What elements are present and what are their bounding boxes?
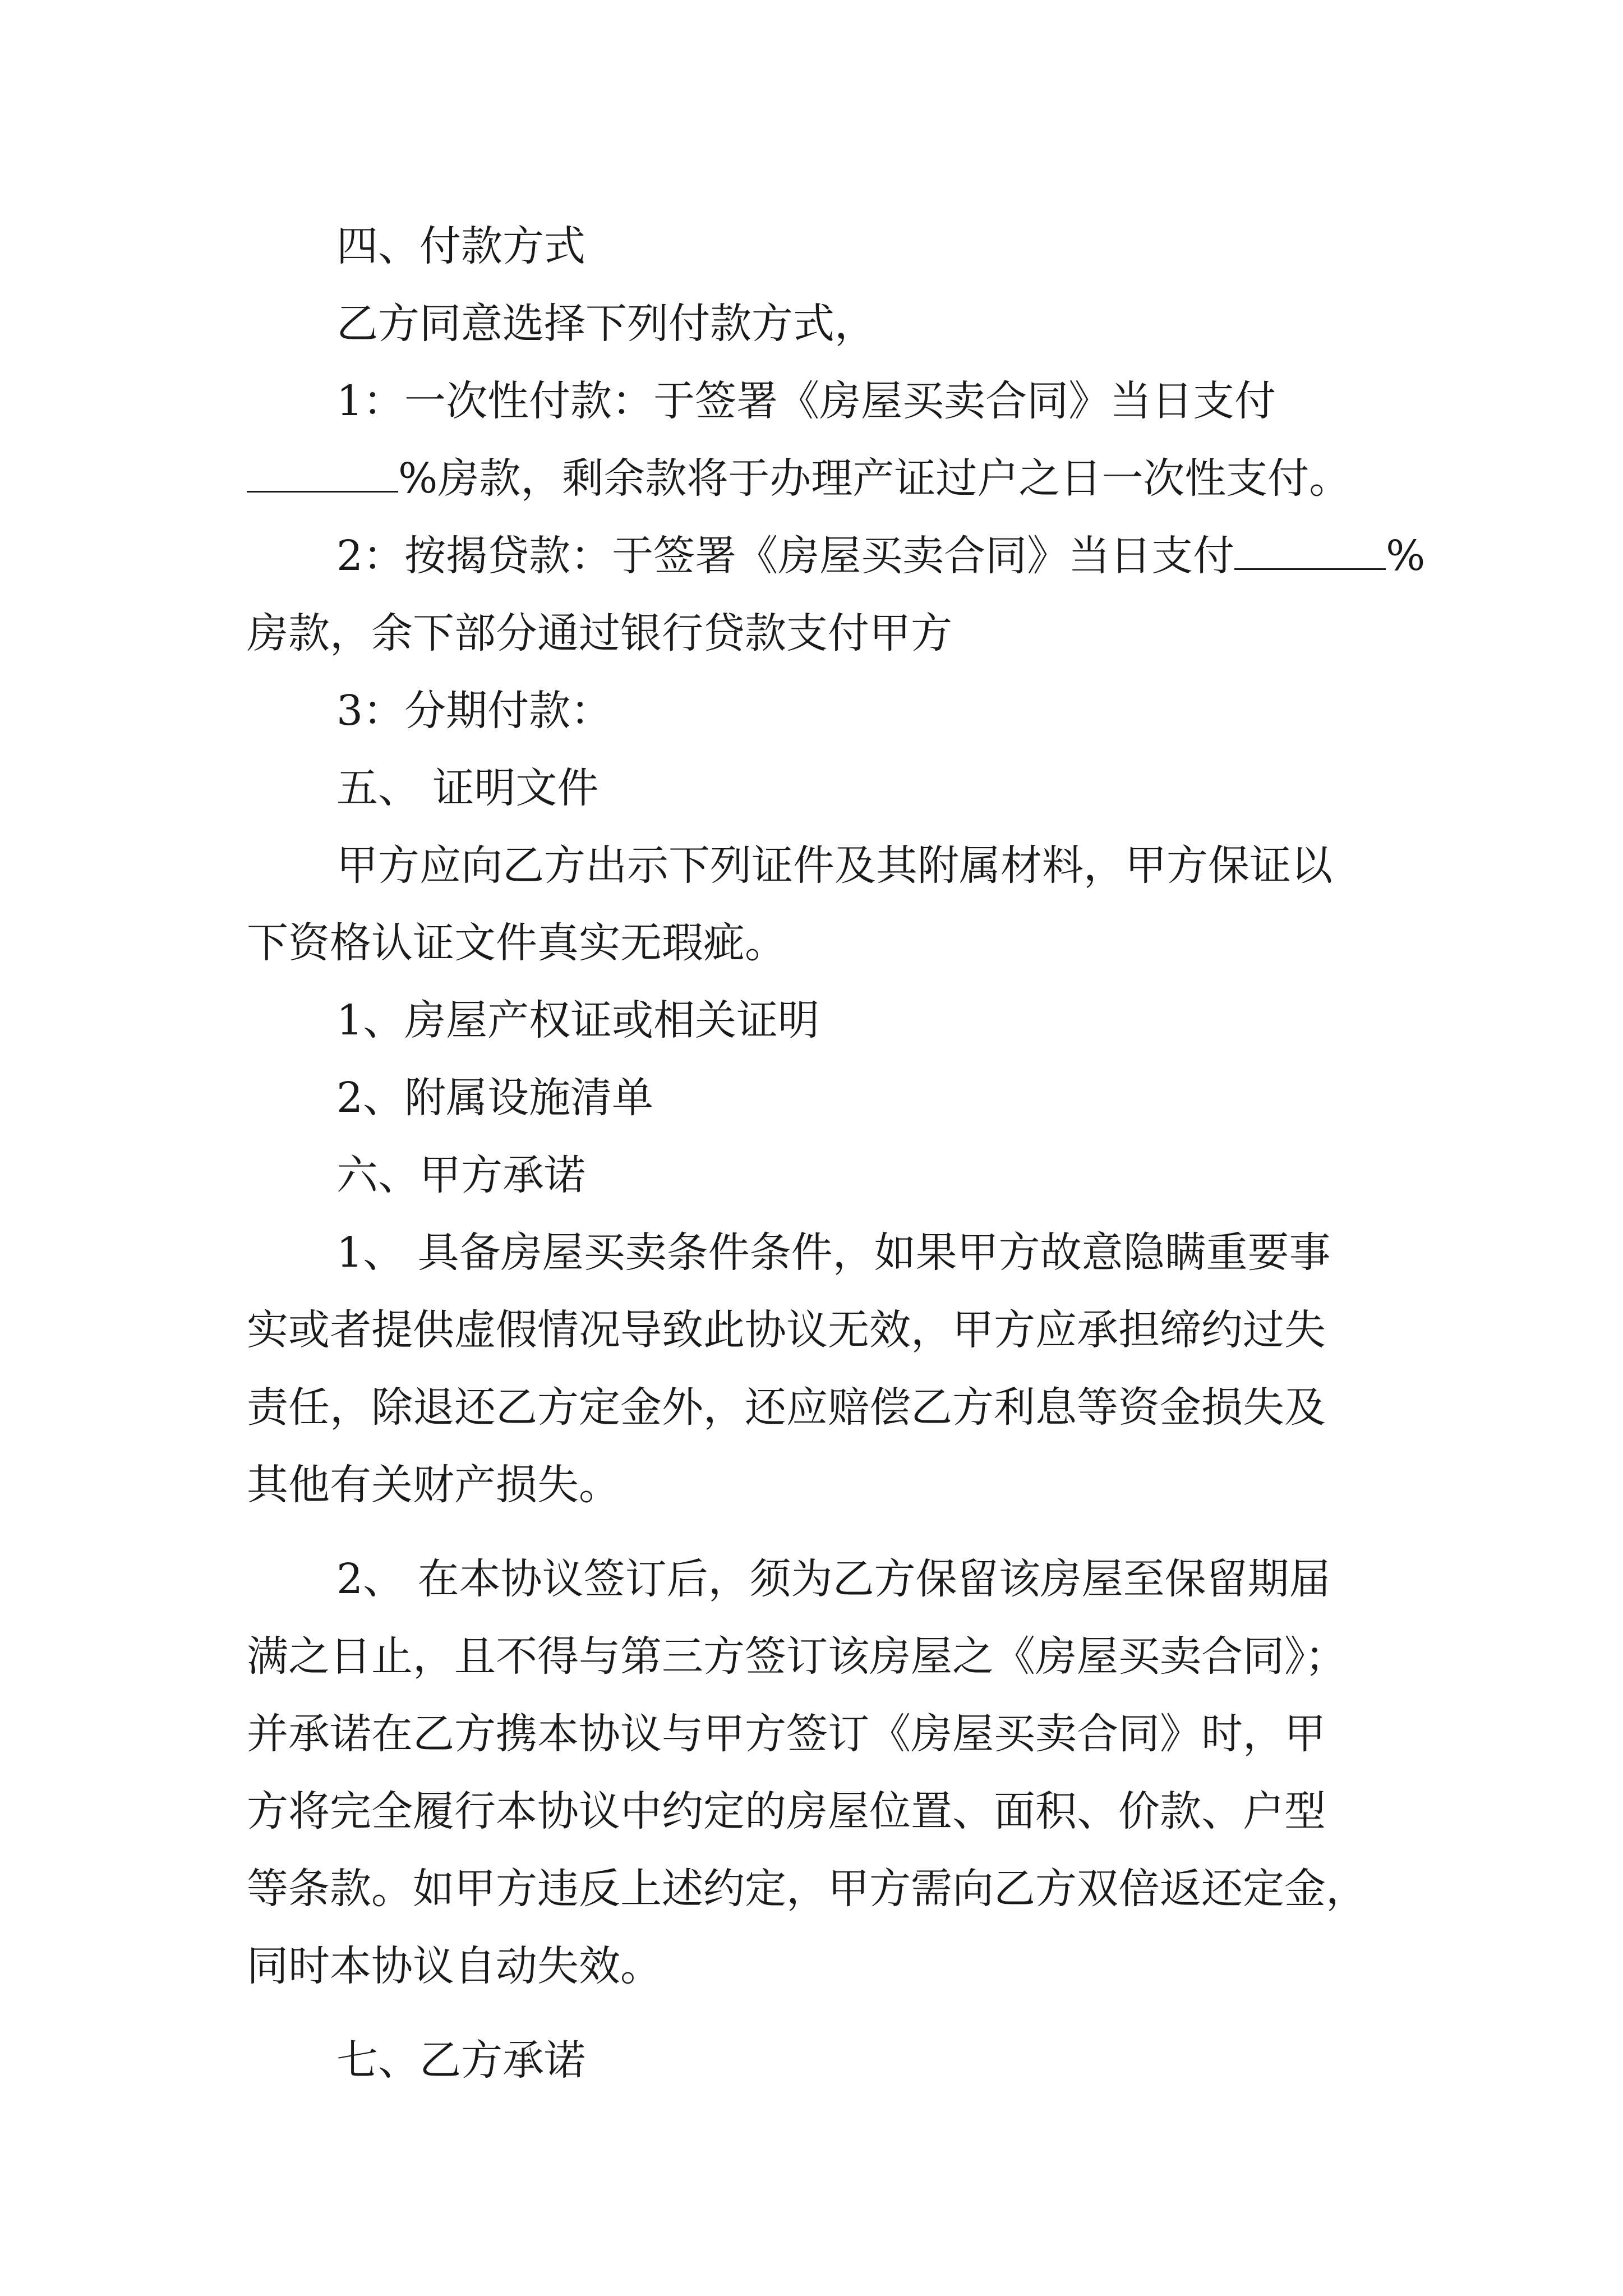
paragraph-gap [247,1524,1391,1540]
party-a-clause-1-line-3: 责任，除退还乙方定金外，还应赔偿乙方利息等资金损失及 [247,1383,1326,1432]
blank-underline [1234,536,1386,570]
payment-option-1-line-2 [247,440,1391,517]
docs-intro-line-1: 甲方应向乙方出示下列证件及其附属材料，甲方保证以 [336,841,1332,890]
party-a-clause-2-line-4: 方将完全履行本协议中约定的房屋位置、面积、价款、户型 [247,1787,1326,1835]
docs-item-1: 1、房屋产权证或相关证明 [336,996,820,1045]
payment-option-1-text: %房款，剩余款将于办理产证过户之日一次性支付。 [398,454,1351,503]
payment-option-2-line-1 [247,517,1426,595]
party-a-clause-2-line-3: 并承诺在乙方携本协议与甲方签订《房屋买卖合同》时，甲 [247,1710,1326,1758]
payment-option-2-line-2: 房款，余下部分通过银行贷款支付甲方 [247,609,952,657]
party-a-clause-1-line-2: 实或者提供虚假情况导致此协议无效，甲方应承担缔约过失 [247,1306,1326,1354]
section-heading-party-a: 六、甲方承诺 [336,1151,585,1199]
payment-option-1-line-1: 1：一次性付款：于签署《房屋买卖合同》当日支付 [336,377,1276,425]
payment-option-2-percent: % [1386,532,1426,580]
party-a-clause-2-line-5: 等条款。如甲方违反上述约定，甲方需向乙方双倍返还定金， [247,1865,1367,1913]
section-heading-payment: 四、付款方式 [336,222,585,270]
party-a-clause-1-line-1: 1、 具备房屋买卖条件条件，如果甲方故意隐瞒重要事 [336,1228,1331,1277]
document-body [247,208,1426,2099]
docs-intro-line-2: 下资格认证文件真实无瑕疵。 [247,919,786,967]
party-a-clause-2-line-1: 2、 在本协议签订后，须为乙方保留该房屋至保留期届 [336,1555,1331,1603]
party-a-clause-2-line-6: 同时本协议自动失效。 [247,1942,662,1990]
payment-intro: 乙方同意选择下列付款方式， [336,300,876,348]
payment-option-2-text: 2：按揭贷款：于签署《房屋买卖合同》当日支付 [336,532,1235,580]
party-a-clause-1-line-4: 其他有关财产损失。 [247,1461,620,1509]
blank-underline [247,458,398,493]
docs-item-2: 2、附属设施清单 [336,1074,654,1122]
section-heading-party-b: 七、乙方承诺 [336,2036,585,2085]
party-a-clause-2-line-2: 满之日止，且不得与第三方签订该房屋之《房屋买卖合同》； [247,1632,1347,1681]
paragraph-gap [247,2005,1391,2022]
payment-option-3: 3：分期付款： [336,687,612,735]
section-heading-docs: 五、 证明文件 [336,764,599,812]
